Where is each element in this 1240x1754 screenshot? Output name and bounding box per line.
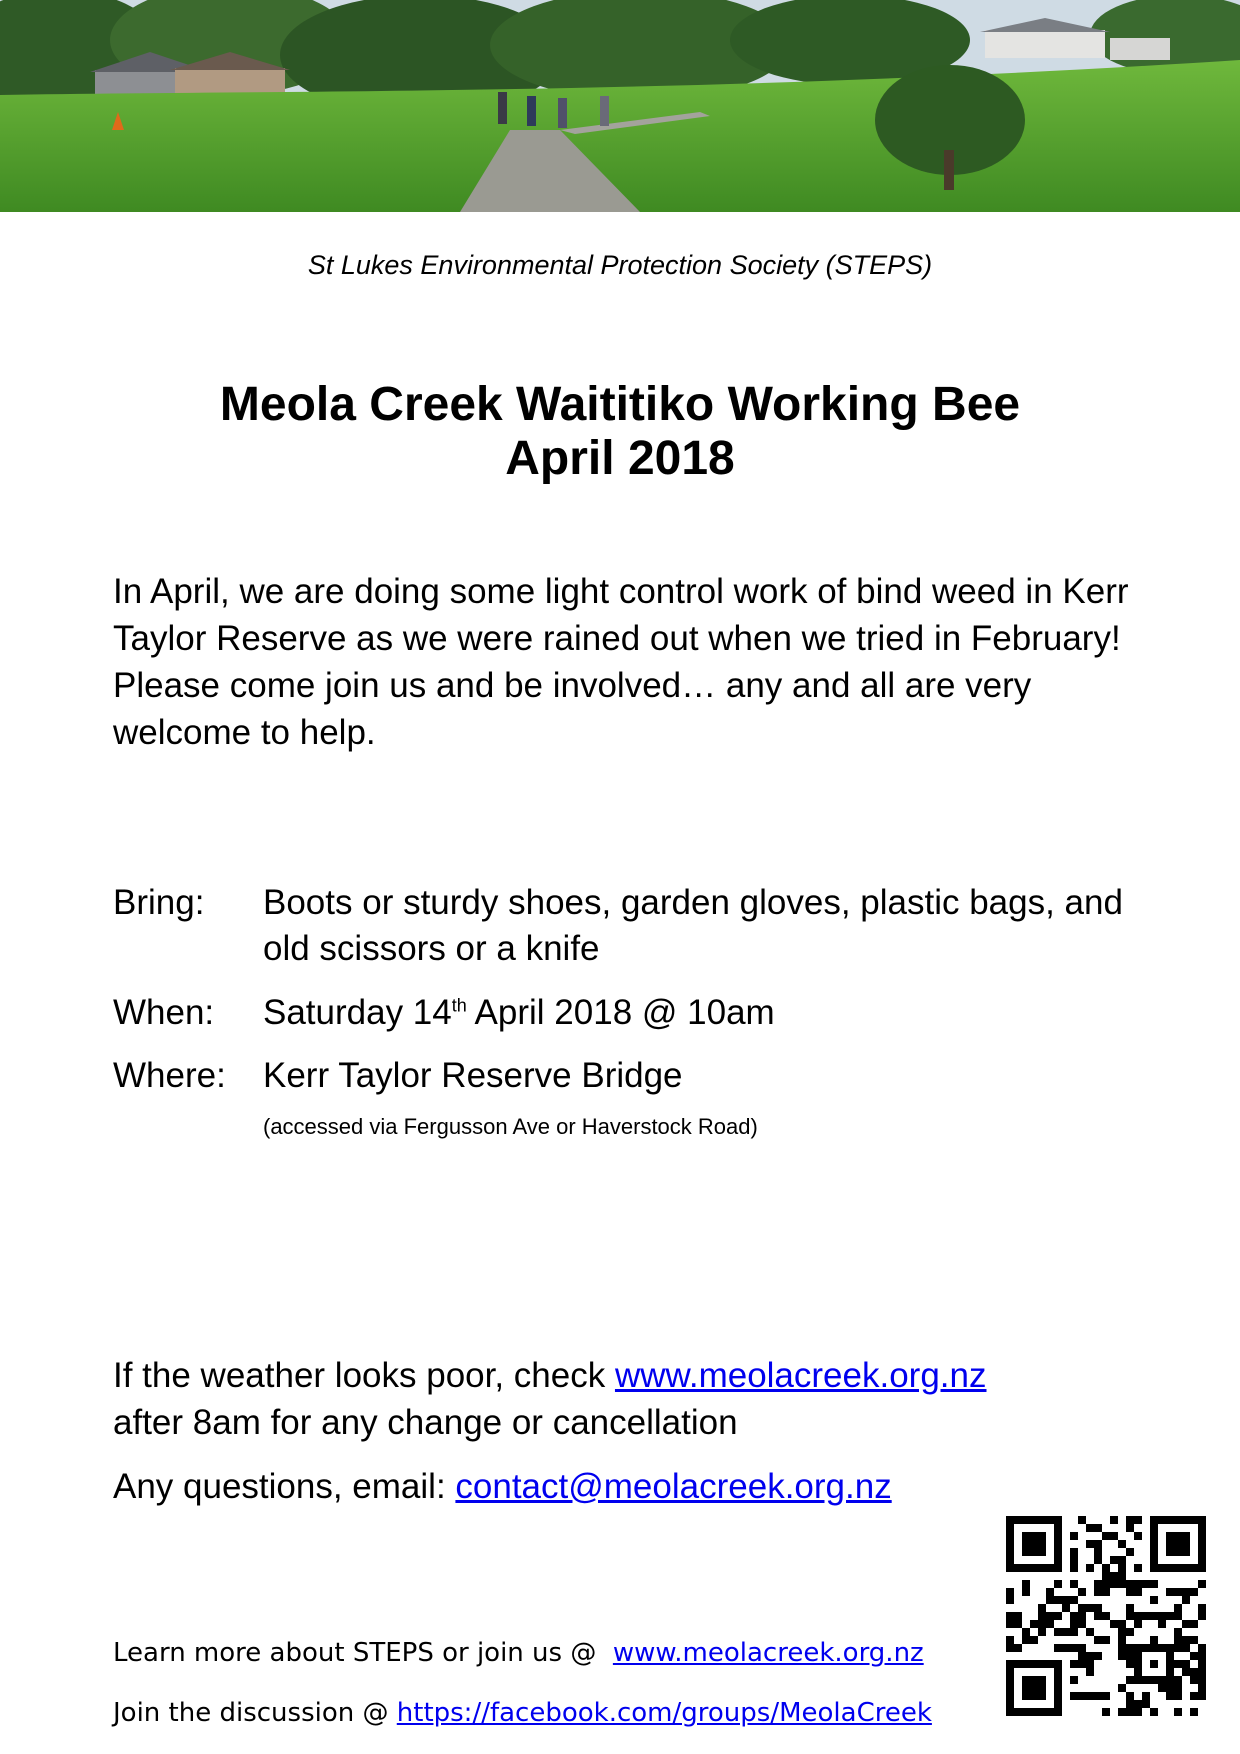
qr-code-icon[interactable] [1006,1516,1206,1716]
organization-name: St Lukes Environmental Protection Society (STEPS) [307,250,933,280]
when-value [263,990,1143,1036]
page-title [0,378,1240,486]
weather-suffix: after 8am for any change or cancellation [113,1403,738,1442]
where-note: (accessed via Fergusson Ave or Haverstock Road) [263,1114,758,1139]
discuss-prefix: Join the discussion @ [113,1698,397,1728]
header-photo [0,0,1240,212]
contact-email-link[interactable]: contact@meolacreek.org.nz [455,1467,892,1506]
questions-prefix: Any questions, email: [113,1467,456,1506]
footer-discussion [113,1698,932,1728]
when-date-prefix: Saturday 14 [263,993,452,1032]
bring-value: Boots or sturdy shoes, garden gloves, plastic bags, and old scissors or a knife [263,883,1123,968]
park-photo-icon [0,0,1240,212]
footer-website-link[interactable]: www.meolacreek.org.nz [612,1638,924,1668]
footer-learn-more [113,1638,924,1668]
weather-prefix: If the weather looks poor, check [113,1356,615,1395]
title-line-2: April 2018 [505,432,735,485]
when-date-ordinal: th [451,995,467,1016]
weather-website-link[interactable]: www.meolacreek.org.nz [614,1356,987,1395]
when-label: When: [113,993,215,1032]
learn-prefix: Learn more about STEPS or join us @ [113,1638,613,1668]
facebook-group-link[interactable]: https://facebook.com/groups/MeolaCreek [396,1698,932,1728]
qr-code-graphic [1006,1516,1206,1716]
intro-paragraph: In April, we are doing some light control work of bind weed in Kerr Taylor Reserve as we were rained out when we tried in February! Please come join us and be involved… any and all are very welcome to help. [113,572,1129,752]
title-line-1: Meola Creek Waititiko Working Bee [219,378,1021,431]
bring-label: Bring: [113,883,205,922]
questions-paragraph [113,1463,892,1510]
where-label: Where: [113,1056,226,1095]
weather-paragraph [113,1352,987,1446]
when-date-suffix: April 2018 @ 10am [466,993,775,1032]
where-value: Kerr Taylor Reserve Bridge [263,1056,683,1095]
